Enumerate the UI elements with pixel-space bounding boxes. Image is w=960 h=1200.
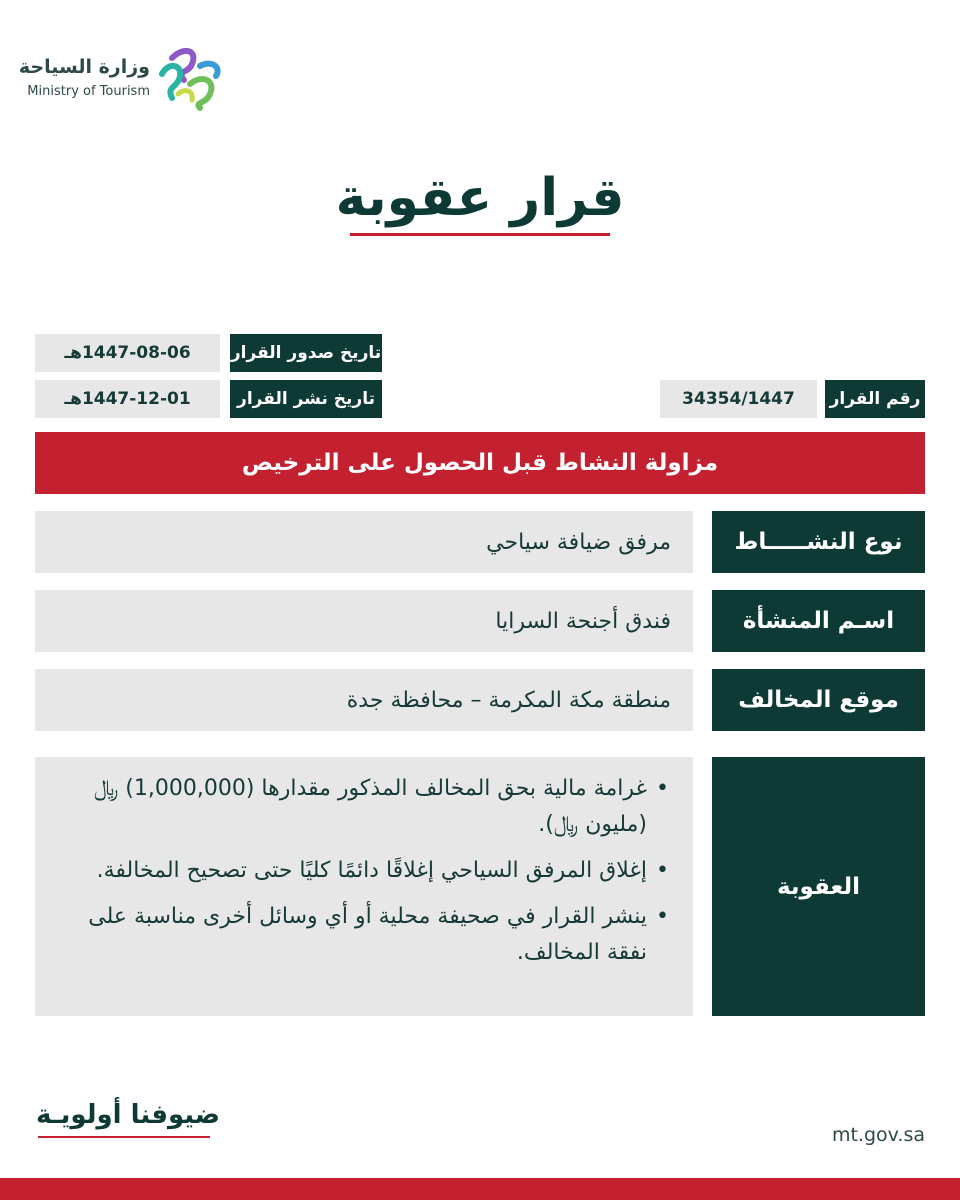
ministry-logo-mark-icon [154,44,230,112]
penalty-list [35,757,693,1016]
ministry-logo [18,42,230,114]
activity-type-value: مرفق ضيافة سياحي [35,511,693,573]
decision-number-label: رقم القرار [825,380,925,418]
penalty-label: العقوبة [712,757,925,1016]
publish-date-value: 1447-12-01هـ [35,380,220,418]
violation-banner: مزاولة النشاط قبل الحصول على الترخيص [35,432,925,494]
decision-number-value: 34354/1447 [660,380,817,418]
location-value: منطقة مكة المكرمة – محافظة جدة [35,669,693,731]
issue-date-value: 1447-08-06هـ [35,334,220,372]
activity-type-label: نوع النشـــــاط [712,511,925,573]
facility-name-label: اسـم المنشأة [712,590,925,652]
page-title: قرار عقوبة [335,168,625,228]
footer-website-link[interactable]: mt.gov.sa [831,1124,925,1146]
issue-date-label: تاريخ صدور القرار [230,334,382,372]
footer-bar [0,1178,960,1200]
penalty-item-publication: • ينشر القرار في صحيفة محلية أو أي وسائل أخرى مناسبة على نفقة المخالف. [51,899,669,971]
title-underline [350,233,610,236]
logo-english-name: Ministry of Tourism [27,84,150,99]
penalty-item-fine: • غرامة مالية بحق المخالف المذكور مقدارها (1,000,000) ﷼ (مليون ﷼). [51,771,669,843]
slogan-underline [38,1136,210,1138]
penalty-item-closure: • إغلاق المرفق السياحي إغلاقًا دائمًا كليًا حتى تصحيح المخالفة. [51,853,669,889]
logo-arabic-name: وزارة السياحة [18,56,150,78]
location-label: موقع المخالف [712,669,925,731]
footer-slogan: ضيوفنا أولويـة [36,1100,221,1130]
publish-date-label: تاريخ نشر القرار [230,380,382,418]
facility-name-value: فندق أجنحة السرايا [35,590,693,652]
